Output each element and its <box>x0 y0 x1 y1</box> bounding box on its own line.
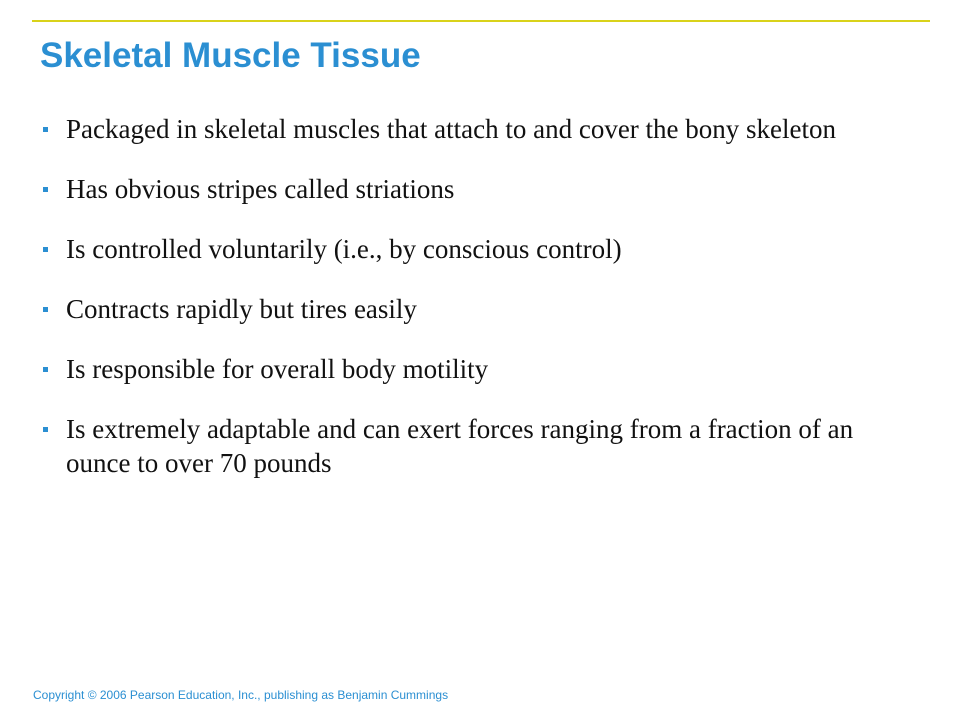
bullet-text: Packaged in skeletal muscles that attach to and cover the bony skeleton <box>66 114 837 144</box>
bullet-text: Contracts rapidly but tires easily <box>66 294 417 324</box>
bullet-text: Is extremely adaptable and can exert forces ranging from a fraction of an ounce to over 70 pounds <box>66 414 854 478</box>
top-divider-line <box>32 20 930 22</box>
square-bullet-icon <box>43 187 48 192</box>
bullet-item <box>40 412 920 480</box>
square-bullet-icon <box>43 247 48 252</box>
footer-copyright: Copyright © 2006 Pearson Education, Inc., publishing as Benjamin Cummings <box>33 688 449 702</box>
square-bullet-icon <box>43 427 48 432</box>
bullet-text: Is controlled voluntarily (i.e., by conscious control) <box>66 234 622 264</box>
slide-title: Skeletal Muscle Tissue <box>40 36 421 75</box>
bullet-item <box>40 352 920 386</box>
square-bullet-icon <box>43 367 48 372</box>
bullet-item <box>40 232 920 266</box>
bullet-text: Is responsible for overall body motility <box>66 354 489 384</box>
square-bullet-icon <box>43 127 48 132</box>
bullet-text: Has obvious stripes called striations <box>66 174 455 204</box>
bullet-list <box>40 112 920 506</box>
bullet-item <box>40 112 920 146</box>
bullet-item <box>40 292 920 326</box>
bullet-item <box>40 172 920 206</box>
square-bullet-icon <box>43 307 48 312</box>
